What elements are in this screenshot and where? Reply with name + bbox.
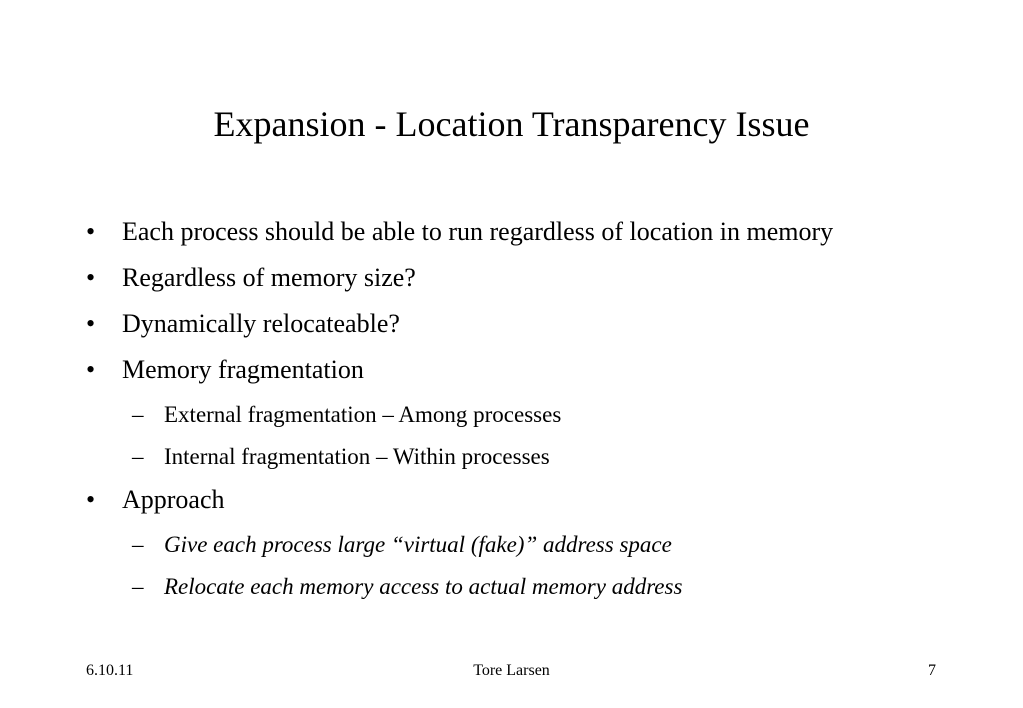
sub-bullet-text: Internal fragmentation – Within processes: [164, 444, 550, 469]
sub-bullet-item: [86, 397, 886, 433]
footer-date: 6.10.11: [86, 662, 134, 679]
sub-bullet-item: [86, 569, 886, 605]
sub-bullet-text: Relocate each memory access to actual memory address: [164, 574, 683, 599]
bullet-item: [86, 305, 886, 343]
sub-bullet-text: Give each process large “virtual (fake)” address space: [164, 532, 672, 557]
sub-bullet-marker: –: [132, 574, 144, 599]
bullet-marker: •: [86, 309, 96, 338]
footer-author: Tore Larsen: [473, 662, 550, 679]
sub-bullet-text: External fragmentation – Among processes: [164, 402, 562, 427]
sub-bullet-list: [86, 397, 886, 475]
bullet-text: Dynamically relocateable?: [122, 309, 400, 338]
sub-bullet-item: [86, 527, 886, 563]
bullet-text: Each process should be able to run regardless of location in memory: [122, 217, 834, 246]
bullet-marker: •: [86, 217, 96, 246]
bullet-item: [86, 259, 886, 297]
bullet-item: [86, 213, 886, 251]
bullet-text: Regardless of memory size?: [122, 263, 416, 292]
bullet-text: Approach: [122, 485, 225, 514]
sub-bullet-list: [86, 527, 886, 605]
bullet-list: [86, 213, 886, 611]
footer-page-number: 7: [928, 662, 936, 679]
bullet-marker: •: [86, 355, 96, 384]
sub-bullet-marker: –: [132, 402, 144, 427]
slide-title: Expansion - Location Transparency Issue: [213, 104, 810, 144]
bullet-item: [86, 481, 886, 519]
sub-bullet-marker: –: [132, 532, 144, 557]
bullet-marker: •: [86, 485, 96, 514]
bullet-text: Memory fragmentation: [122, 355, 364, 384]
bullet-item: [86, 351, 886, 389]
sub-bullet-marker: –: [132, 444, 144, 469]
bullet-marker: •: [86, 263, 96, 292]
sub-bullet-item: [86, 439, 886, 475]
